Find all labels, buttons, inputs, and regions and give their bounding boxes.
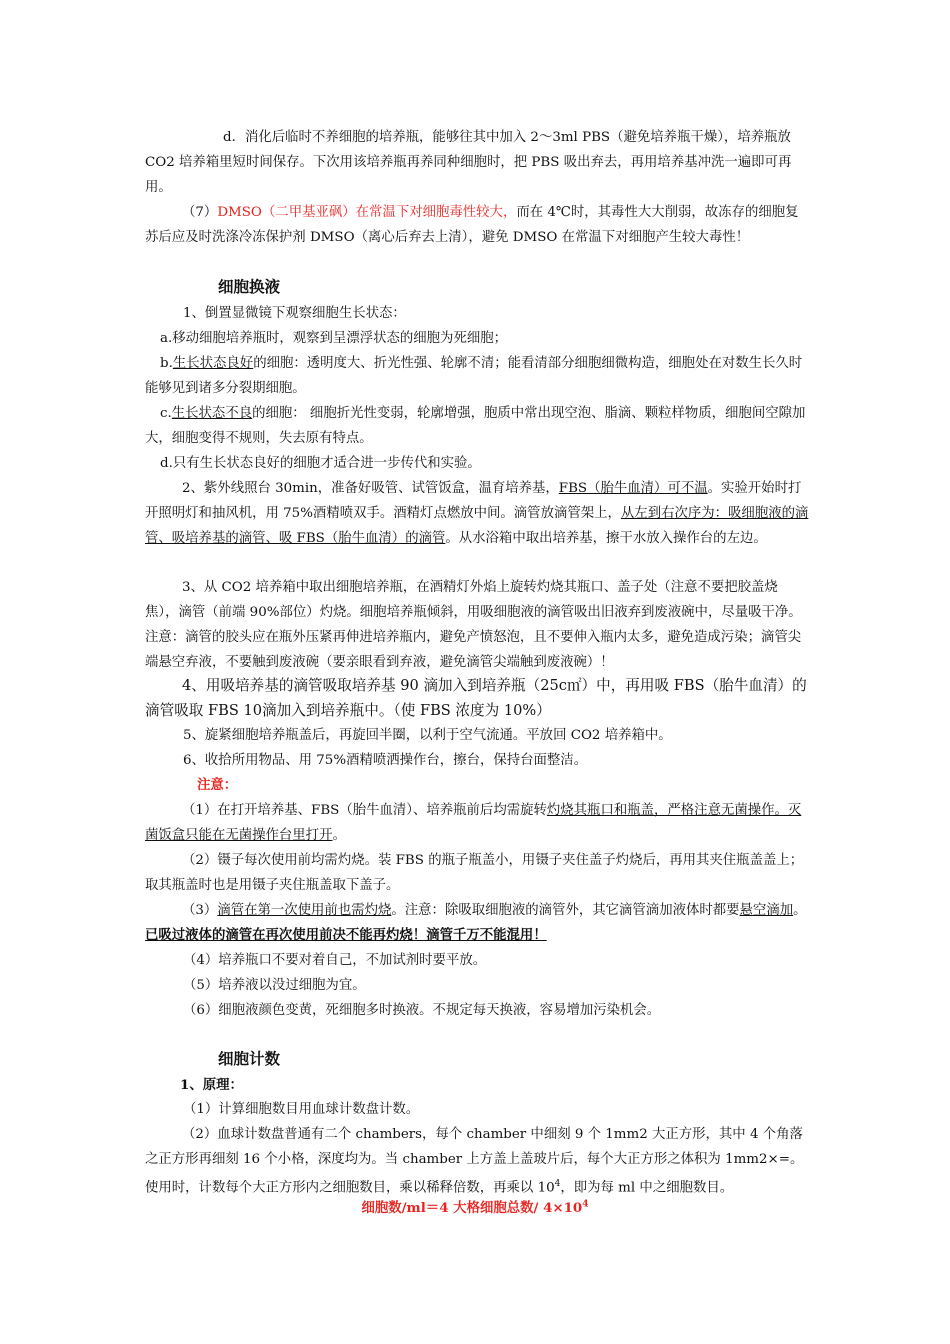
note-6: （6）细胞液颜色变黄，死细胞多时换液。不规定每天换液，容易增加污染机会。 [183,1003,661,1018]
paragraph-dmso-note [145,200,810,250]
section-title-cell-counting: 细胞计数 [218,1050,281,1068]
step-1a: a.移动细胞培养瓶时，观察到呈漂浮状态的细胞为死细胞； [160,331,508,346]
step-5: 5、旋紧细胞培养瓶盖后，再旋回半圈，以利于空气流通。平放回 CO2 培养箱中。 [183,728,672,743]
step-6: 6、收拾所用物品、用 75%酒精喷洒操作台，擦台，保持台面整洁。 [183,753,588,768]
underlined-term: 生长状态不良 [171,406,253,421]
step-1c: c.生长状态不良的细胞： 细胞折光性变弱，轮廓增强，胞质中常出现空泡、脂滴、颗粒样物质，细胞间空隙加大，细胞变得不规则，失去原有特点。 [145,406,806,446]
principle-heading: 1、原理： [180,1077,243,1093]
section-title-cell-medium-change: 细胞换液 [218,278,281,296]
underlined-term: 灼烧其瓶口和瓶盖，严格注意无菌操作。灭菌饭盒只能在无菌操作台里打开 [145,803,802,843]
underlined-term: FBS（胎牛血清）可不温 [558,481,708,496]
dmso-warning-highlight: DMSO（二甲基亚砜）在常温下对细胞毒性较大， [217,205,517,220]
bold-warning: 已吸过液体的滴管在再次使用前决不能再灼烧！滴管千万不能混用！ [145,927,547,943]
text: 而在 4℃时，其毒性大大削弱，故冻存的细胞复苏后应及时洗涤冷冻保护剂 DMSO（离心后弃去上清），避免 DMSO 在常温下对细胞产生较大毒性！ [145,205,799,245]
step-1d: d.只有生长状态良好的细胞才适合进一步传代和实验。 [160,456,481,471]
step-4: 4、用吸培养基的滴管吸取培养基 90 滴加入到培养瓶（25c㎡）中，再用吸 FBS（胎牛血清）的滴管吸取 FBS 10滴加入到培养瓶中。（使 FBS 浓度为 10%） [145,677,807,719]
counting-item-1: （1）计算细胞数目用血球计数盘计数。 [183,1102,420,1117]
underlined-term: 生长状态良好 [172,356,254,371]
step-1b: b.生长状态良好的细胞：透明度大、折光性强、轮廓不清；能看清部分细胞细微构造，细胞处在对数生长久时能够见到诸多分裂期细胞。 [145,356,803,396]
underlined-term: 悬空滴加 [739,903,794,918]
step-1: 1、倒置显微镜下观察细胞生长状态： [183,306,406,321]
note-5: （5）培养液以没过细胞为宜。 [183,978,366,993]
paragraph-storage-d [145,125,810,200]
item-number: （7） [182,205,218,220]
step-3: 3、从 CO2 培养箱中取出细胞培养瓶，在酒精灯外焰上旋转灼烧其瓶口、盖子处（注意不要把胶盖烧焦），滴管（前端 90%部位）灼烧。细胞培养瓶倾斜，用吸细胞液的滴管吸出旧液弃到废液碗中，尽量吸干净。注意：滴管的胶头应在瓶外压紧再伸进培养瓶内，避免产愤怒泡，且不要伸入瓶内太多，避免造成污染；滴管尖端悬空弃液，不要触到废液碗（要亲眼看到弃液，避免滴管尖端触到废液碗）！ [145,580,802,670]
text: d．消化后临时不养细胞的培养瓶，能够往其中加入 2～3ml PBS（避免培养瓶干燥），培养瓶放 CO2 培养箱里短时间保存。下次用该培养瓶再养同种细胞时，把 PBS 吸出弃去，再用培养基冲洗一遍即可再用。 [145,130,792,195]
step-2: 2、紫外线照台 30min，准备好吸管、试管饭盒，温育培养基，FBS（胎牛血清）可不温。实验开始时打开照明灯和抽风机，用 75%酒精喷双手。酒精灯点燃放中间。滴管放滴管架上，从左到右次序为：吸细胞液的滴管、吸培养基的滴管、吸 FBS（胎牛血清）的滴管。从水浴箱中取出培养基，擦干水放入操作台的左边。 [145,481,809,546]
underlined-term: 滴管在第一次使用前也需灼烧 [217,903,392,918]
counting-item-2: （2）血球计数盘普通有二个 chambers，每个 chamber 中细刻 9 个 1mm2 大正方形，其中 4 个角落之正方形再细刻 16 个小格，深度均为。当 chamber 上方盖上盖玻片后，每个大正方形之体积为 1mm2×=。使用时，计数每个大正方形内之细胞数目，乘以稀释倍数，再乘以 $10^4$，即为每 ml 中之细胞数目。 [145,1127,804,1196]
underlined-term: 从左到右次序为：吸细胞液的滴管、吸培养基的滴管、吸 FBS（胎牛血清）的滴管 [145,506,809,546]
cell-count-formula: 细胞数/ml＝4 大格细胞总数/ $4\times 10^4$ [361,1199,589,1216]
note-3: （3）滴管在第一次使用前也需灼烧。注意：除吸取细胞液的滴管外，其它滴管滴加液体时都要悬空滴加。已吸过液体的滴管在再次使用前决不能再灼烧！滴管千万不能混用！ [145,903,807,943]
note-1: （1）在打开培养基、FBS（胎牛血清）、培养瓶前后均需旋转灼烧其瓶口和瓶盖，严格注意无菌操作。灭菌饭盒只能在无菌操作台里打开。 [145,803,802,843]
note-4: （4）培养瓶口不要对着自己，不加试剂时要平放。 [183,953,487,968]
note-2: （2）镊子每次使用前均需灼烧。装 FBS 的瓶子瓶盖小，用镊子夹住盖子灼烧后，再用其夹住瓶盖盖上；取其瓶盖时也是用镊子夹住瓶盖取下盖子。 [145,853,804,893]
note-title: 注意： [197,777,238,793]
